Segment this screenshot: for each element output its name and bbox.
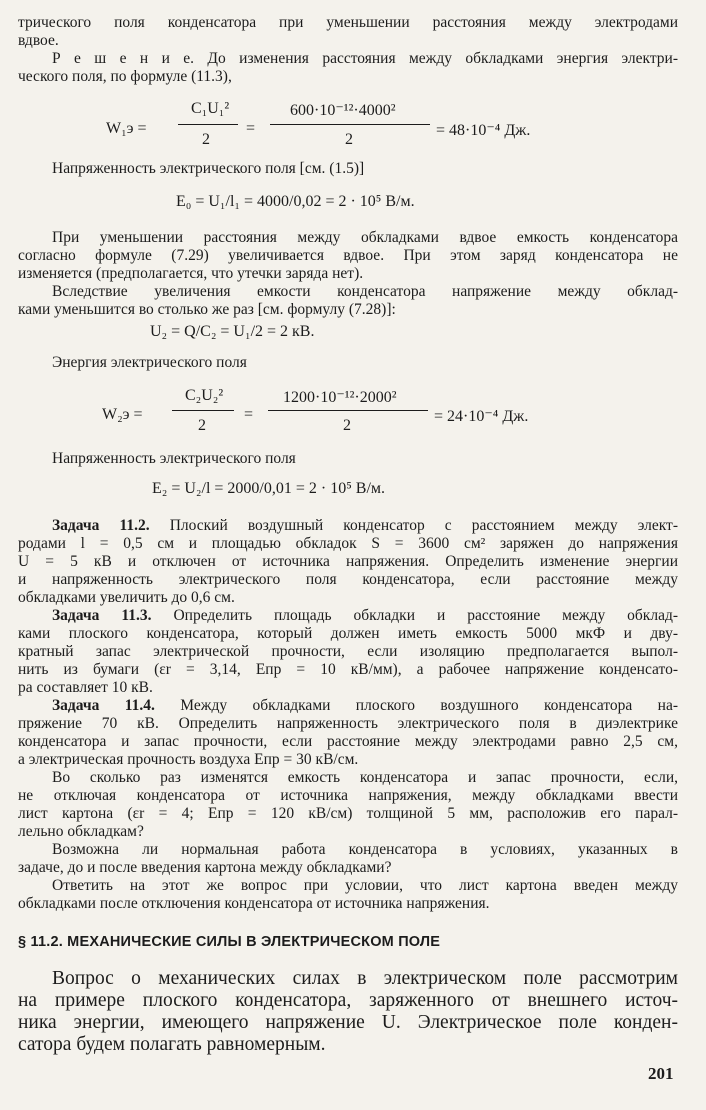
text-line: Возможна ли нормальная работа конденсатора в условиях, указанных в (52, 841, 678, 858)
text-line: вдвое. (18, 32, 59, 49)
fraction-bar (268, 410, 428, 411)
formula-w1-numerator-2: 600·10⁻¹²·4000² (290, 102, 396, 119)
text-line: Р е ш е н и е. До изменения расстояния между обкладками энергия электри- (52, 50, 678, 67)
fraction-bar (172, 410, 234, 411)
page-number: 201 (648, 1064, 674, 1083)
formula-w2-denominator-1: 2 (198, 417, 206, 434)
formula-w1-lhs: W₁э = (106, 120, 147, 137)
text-line: пряжение 70 кВ. Определить напряженность электрического поля в диэлектрике (18, 715, 678, 732)
problem-11-4-line (52, 697, 678, 714)
text-line: U = 5 кВ и отключен от источника напряжения. Определить изменение энергии (18, 553, 678, 570)
text-line: родами l = 0,5 см и площадью обкладок S = 3600 см² заряжен до напряжения (18, 535, 678, 552)
formula-w1-denominator-2: 2 (345, 131, 353, 148)
text-line: конденсатора и запас прочности, если расстояние между электродами равно 2,5 см, (18, 733, 678, 750)
text-line: изменяется (предполагается, что утечки заряда нет). (18, 265, 364, 282)
formula-w1-numerator-1: C₁U₁² (191, 100, 230, 117)
problem-text: Определить площадь обкладки и расстояние между обклад- (173, 607, 678, 624)
formula-w2-denominator-2: 2 (343, 417, 351, 434)
body-line: ника энергии, имеющего напряжение U. Электрическое поле конден- (18, 1012, 678, 1033)
formula-w2-equals: = (244, 406, 254, 423)
problem-11-2-line (52, 517, 678, 534)
formula-e2: E₂ = U₂/l = 2000/0,01 = 2 · 10⁵ В/м. (152, 480, 386, 497)
formula-w1-result: = 48·10⁻⁴ Дж. (436, 122, 531, 139)
text-line: обкладками после отключения конденсатора от источника напряжения. (18, 895, 490, 912)
text-line: ками плоского конденсатора, который должен иметь емкость 5000 мкФ и дву- (18, 625, 678, 642)
text-line: обкладками увеличить до 0,6 см. (18, 589, 235, 606)
problem-11-3-line (52, 607, 678, 624)
fraction-bar (178, 124, 238, 125)
formula-w2-result: = 24·10⁻⁴ Дж. (434, 408, 529, 425)
text-line: согласно формуле (7.29) увеличивается вдвое. При этом заряд конденсатора не (18, 247, 678, 264)
text-line: Напряженность электрического поля [см. (1.5)] (52, 160, 365, 177)
problem-title: Задача 11.3. (52, 607, 152, 624)
text-line: не отключая конденсатора от источника напряжения, между обкладками ввести (18, 787, 678, 804)
formula-w2-numerator-1: C₂U₂² (185, 387, 224, 404)
text-line: ками уменьшится во столько же раз [см. формулу (7.28)]: (18, 301, 396, 318)
problem-title: Задача 11.4. (52, 697, 155, 714)
text-line: а электрическая прочность воздуха Eпр = 30 кВ/см. (18, 751, 359, 768)
body-line: сатора будем полагать равномерным. (18, 1034, 326, 1055)
text-line: лист картона (εr = 4; Eпр = 120 кВ/см) толщиной 5 мм, расположив его парал- (18, 805, 678, 822)
text-line: трического поля конденсатора при уменьшении расстояния между электродами (18, 14, 678, 31)
formula-w1-denominator-1: 2 (202, 131, 210, 148)
text-line: Ответить на этот же вопрос при условии, что лист картона введен между (52, 877, 678, 894)
text-line: ческого поля, по формуле (11.3), (18, 68, 232, 85)
text-line: и напряженность электрического поля конденсатора, если расстояние между (18, 571, 678, 588)
formula-w2-numerator-2: 1200·10⁻¹²·2000² (283, 389, 397, 406)
text-line: Во сколько раз изменятся емкость конденсатора и запас прочности, если, (52, 769, 678, 786)
text-line: задаче, до и после введения картона между обкладками? (18, 859, 392, 876)
formula-w2-lhs: W₂э = (102, 406, 143, 423)
text-line: Вследствие увеличения емкости конденсатора напряжение между обклад- (52, 283, 678, 300)
text-line: нить из бумаги (εr = 3,14, Eпр = 10 кВ/мм), а рабочее напряжение конденсато- (18, 661, 678, 678)
section-heading: § 11.2. МЕХАНИЧЕСКИЕ СИЛЫ В ЭЛЕКТРИЧЕСКОМ ПОЛЕ (18, 934, 441, 950)
body-line: Вопрос о механических силах в электрическом поле рассмотрим (52, 968, 678, 989)
formula-e0: E₀ = U₁/l₁ = 4000/0,02 = 2 · 10⁵ В/м. (176, 193, 415, 210)
text-line: ра составляет 10 кВ. (18, 679, 153, 696)
problem-text: Между обкладками плоского воздушного конденсатора на- (180, 697, 678, 714)
problem-title: Задача 11.2. (52, 517, 150, 534)
body-line: на примере плоского конденсатора, заряженного от внешнего источ- (18, 990, 678, 1011)
fraction-bar (270, 124, 430, 125)
text-line: Напряженность электрического поля (52, 450, 296, 467)
formula-w1-equals: = (246, 120, 256, 137)
formula-u2: U₂ = Q/C₂ = U₁/2 = 2 кВ. (150, 323, 315, 340)
text-line: При уменьшении расстояния между обкладками вдвое емкость конденсатора (52, 229, 678, 246)
text-line: лельно обкладкам? (18, 823, 144, 840)
problem-text: Плоский воздушный конденсатор с расстоянием между элект- (169, 517, 678, 534)
text-line: кратный запас электрической прочности, если изоляцию предполагается выпол- (18, 643, 678, 660)
text-line: Энергия электрического поля (52, 354, 247, 371)
